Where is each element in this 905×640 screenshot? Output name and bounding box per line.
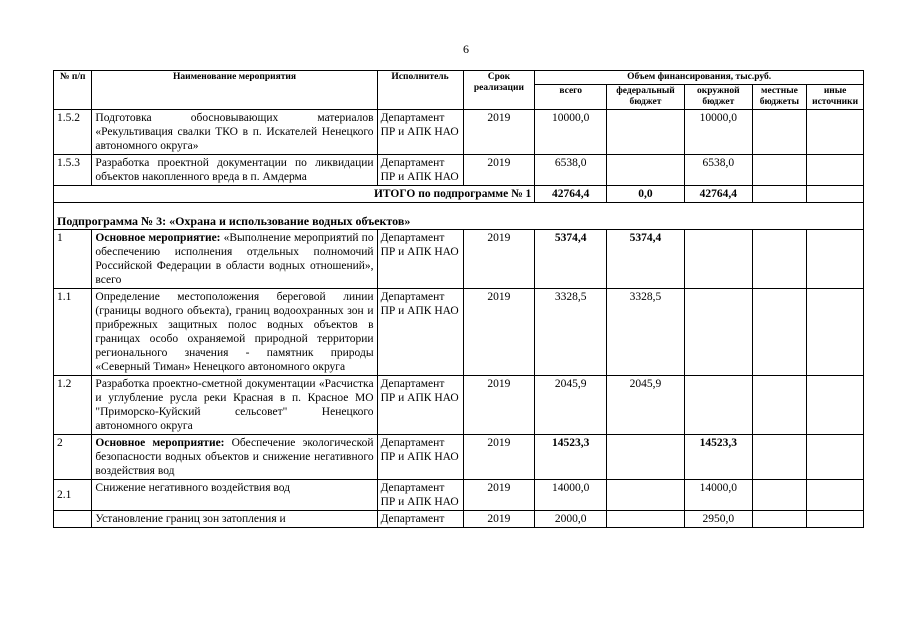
table-row [54, 376, 864, 435]
row-okrug [684, 289, 752, 376]
row-name [92, 289, 377, 376]
row-name-text: Установление границ зон затопления и [95, 513, 286, 525]
row-other [807, 435, 864, 480]
row-federal [607, 480, 685, 511]
row-local [752, 511, 807, 528]
table-row [54, 230, 864, 289]
row-total: 14523,3 [535, 435, 607, 480]
row-executor: Департамент ПР и АПК НАО [377, 155, 463, 186]
row-federal [607, 110, 685, 155]
row-total: 6538,0 [535, 155, 607, 186]
row-total: 3328,5 [535, 289, 607, 376]
header-okrug: окружной бюджет [684, 85, 752, 110]
financing-table-wrapper [53, 70, 864, 640]
header-financing: Объем финансирования, тыс.руб. [535, 71, 864, 85]
row-number: 2.1 [54, 480, 92, 511]
row-total: 5374,4 [535, 230, 607, 289]
header-federal: федеральный бюджет [607, 85, 685, 110]
row-local [752, 110, 807, 155]
row-number [54, 511, 92, 528]
row-other [807, 480, 864, 511]
row-okrug: 2950,0 [684, 511, 752, 528]
row-executor: Департамент ПР и АПК НАО [377, 435, 463, 480]
row-number: 1.5.3 [54, 155, 92, 186]
row-name [92, 376, 377, 435]
row-executor: Департамент [377, 511, 463, 528]
row-name-bold: Основное мероприятие: [95, 437, 225, 449]
row-okrug: 10000,0 [684, 110, 752, 155]
total-sum: 42764,4 [535, 186, 607, 203]
total-federal: 0,0 [607, 186, 685, 203]
page-number: 6 [463, 42, 469, 56]
row-term: 2019 [463, 289, 535, 376]
row-federal: 5374,4 [607, 230, 685, 289]
row-local [752, 376, 807, 435]
header-local: местные бюджеты [752, 85, 807, 110]
row-term: 2019 [463, 480, 535, 511]
row-other [807, 511, 864, 528]
row-okrug [684, 230, 752, 289]
row-okrug: 6538,0 [684, 155, 752, 186]
row-local [752, 230, 807, 289]
row-federal [607, 511, 685, 528]
subprogram-row [54, 213, 864, 230]
row-other [807, 230, 864, 289]
row-executor: Департамент ПР и АПК НАО [377, 230, 463, 289]
row-term: 2019 [463, 435, 535, 480]
row-name-text: Обеспечение экологической безопасности водных объектов и снижение негативного воздействия вод [95, 437, 374, 477]
row-local [752, 155, 807, 186]
row-local [752, 289, 807, 376]
row-term: 2019 [463, 511, 535, 528]
row-number: 2 [54, 435, 92, 480]
row-name [92, 480, 377, 511]
row-federal: 2045,9 [607, 376, 685, 435]
header-other: иные источники [807, 85, 864, 110]
row-local [752, 435, 807, 480]
table-row [54, 435, 864, 480]
row-other [807, 110, 864, 155]
spacer-row [54, 203, 864, 214]
row-number: 1.1 [54, 289, 92, 376]
header-name: Наименование мероприятия [92, 71, 377, 110]
row-term: 2019 [463, 155, 535, 186]
row-term: 2019 [463, 110, 535, 155]
row-executor: Департамент ПР и АПК НАО [377, 376, 463, 435]
row-name [92, 110, 377, 155]
total-label: ИТОГО по подпрограмме № 1 [54, 186, 535, 203]
header-executor: Исполнитель [377, 71, 463, 110]
row-okrug [684, 376, 752, 435]
header-term: Срок реализации [463, 71, 535, 110]
row-name [92, 511, 377, 528]
financing-table [53, 70, 864, 528]
row-term: 2019 [463, 230, 535, 289]
row-total: 2000,0 [535, 511, 607, 528]
row-name [92, 155, 377, 186]
subprogram-title: Подпрограмма № 3: «Охрана и использование водных объектов» [54, 213, 864, 230]
row-other [807, 289, 864, 376]
row-federal [607, 155, 685, 186]
table-row [54, 511, 864, 528]
row-okrug: 14000,0 [684, 480, 752, 511]
row-total: 2045,9 [535, 376, 607, 435]
row-executor: Департамент ПР и АПК НАО [377, 289, 463, 376]
row-name-text: «Выполнение мероприятий по обеспечению исполнения отдельных полномочий Российской Федерации в области водных отношений», всего [95, 232, 374, 286]
header-num: № п/п [54, 71, 92, 110]
row-name-text: Снижение негативного воздействия вод [95, 482, 290, 494]
row-local [752, 480, 807, 511]
row-federal: 3328,5 [607, 289, 685, 376]
total-okrug: 42764,4 [684, 186, 752, 203]
row-total: 10000,0 [535, 110, 607, 155]
total-row [54, 186, 864, 203]
header-total: всего [535, 85, 607, 110]
table-row [54, 110, 864, 155]
table-row [54, 480, 864, 511]
row-name-text: Разработка проектной документации по ликвидации объектов накопленного вреда в п. Амдерма [95, 157, 374, 183]
row-name-bold: Основное мероприятие: [95, 232, 221, 244]
row-name-text: Подготовка обосновывающих материалов «Рекультивация свалки ТКО в п. Искателей Ненецкого автономного округа» [95, 112, 374, 152]
row-total: 14000,0 [535, 480, 607, 511]
row-number: 1 [54, 230, 92, 289]
row-other [807, 155, 864, 186]
row-term: 2019 [463, 376, 535, 435]
table-row [54, 155, 864, 186]
row-executor: Департамент ПР и АПК НАО [377, 480, 463, 511]
row-name [92, 435, 377, 480]
row-name-text: Определение местоположения береговой линии (границы водного объекта), границ водоохранных зон и прибрежных защитных полос водных объектов в границах особо охраняемой природной территории регионального значения - памятник природы «Северный Тиман» Ненецкого автономного округа [95, 291, 374, 373]
row-okrug: 14523,3 [684, 435, 752, 480]
table-row [54, 289, 864, 376]
row-number: 1.2 [54, 376, 92, 435]
row-number: 1.5.2 [54, 110, 92, 155]
row-executor: Департамент ПР и АПК НАО [377, 110, 463, 155]
row-name [92, 230, 377, 289]
row-federal [607, 435, 685, 480]
row-other [807, 376, 864, 435]
row-name-text: Разработка проектно-сметной документации «Расчистка и углубление русла реки Красная в п. Красное МО "Приморско-Куйский сельсовет" Ненецкого автономного округа [95, 378, 374, 432]
